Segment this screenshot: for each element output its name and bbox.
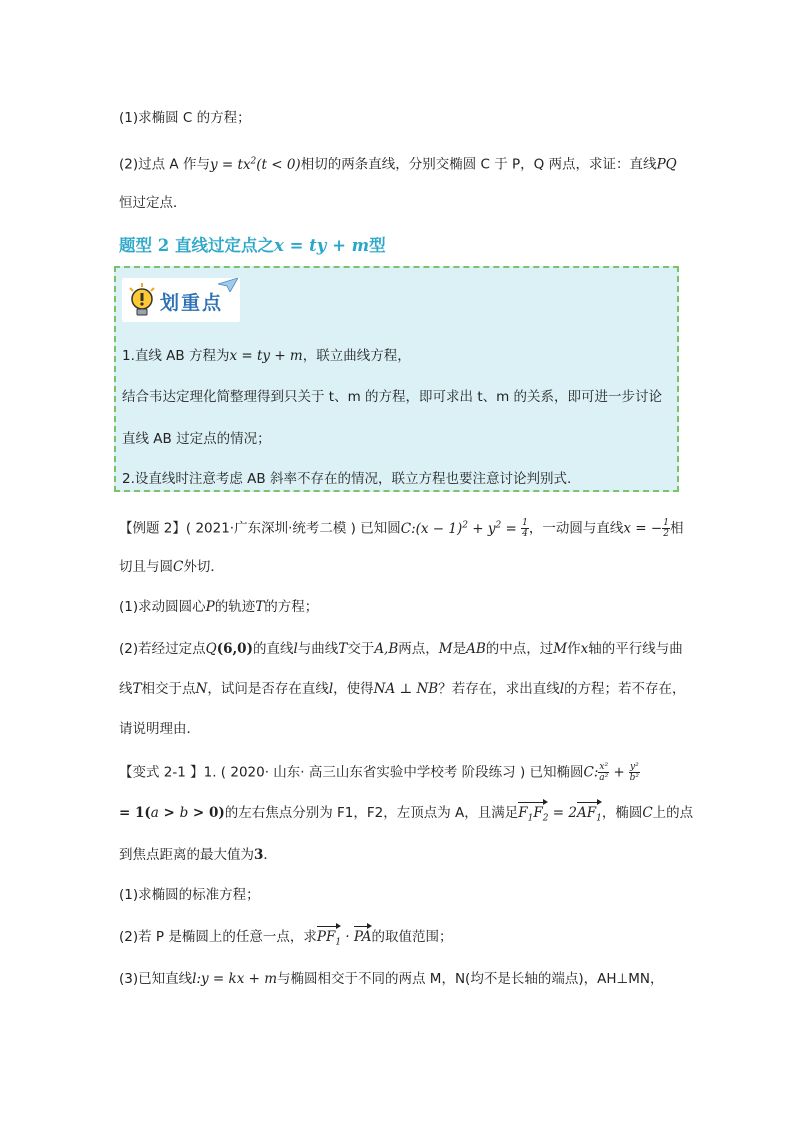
box-line-1: 1.直线 AB 方程为x = ty + m，联立曲线方程， [122,348,411,364]
badge-label: 划重点 [160,292,224,314]
example-2-line-1: 【例题 2】( 2021·广东深圳·统考二模 ) 已知圆C:(x − $1)^2 + y^2$ = $\frac{1}{4}$ ，一动圆与直线x = − $\frac{1}{2}$ 相 [119,518,684,539]
box-line-3: 直线 AB 过定点的情况； [122,431,271,447]
example-2-q2-end: 请说明理由． [119,721,200,737]
variant-2-1-q3: (3)已知直线l:y = kx + m与椭圆相交于不同的两点 M，N(均不是长轴的端点)，AH⊥MN， [119,971,664,987]
math-line-eq: x = ty + m [229,348,303,364]
variant-2-1-line-3: 到焦点距离的最大值为3． [119,847,277,863]
q2-line: (2)过点 A 作与$y = tx^2(t < 0)$相切的两条直线，分别交椭圆 C 于 P，Q 两点，求证：直线PQ [119,156,677,173]
math-line-kx: l:y = kx + m [192,971,278,987]
example-2-line-2: 切且与圆C外切． [119,559,224,575]
variant-2-1-line-2: = 1(a > b > 0)的左右焦点分别为 F1，F2，左顶点为 A，且满足$F_1F_2 = 2AF_1$，椭圆C上的点 [119,804,693,828]
example-2-q1: (1)求动圆圆心P的轨迹T的方程； [119,599,319,615]
box-line-4: 2.设直线时注意考虑 AB 斜率不存在的情况，联立方程也要注意讨论判别式. [122,471,572,487]
paper-plane-icon [218,278,238,292]
math-circle: C:(x − $1)^2 + y^2$ = [400,520,522,537]
math-line-x: x = − [623,520,663,537]
q1-text: (1)求椭圆 C 的方程； [119,110,251,126]
example-2-q2-cont: 线T相交于点N，试问是否存在直线l，使得NA ⊥ NB？若存在，求出直线l的方程；若不存在， [119,681,686,697]
math-frac-half: $\frac{1}{2}$ [663,518,669,539]
variant-2-1-q2: (2)若 P 是椭圆上的任意一点，求$PF_1$ · PA的取值范围； [119,928,453,952]
variant-2-1-line-1: 【变式 2-1 】1. ( 2020· 山东· 高三山东省实验中学校考 阶段练习 ) 已知椭圆C: $\frac{\text{x²}}{\text{a²}}$ + $\frac{\text{y²}}{\text{b²}}$ [119,762,640,783]
math-PQ: PQ [656,156,677,173]
math-frac-x2a2: $\frac{\text{x²}}{\text{a²}}$ [599,762,609,783]
math-frac-quarter: $\frac{1}{4}$ [522,518,528,539]
math-vector-AF1: $AF_1$ [577,804,602,828]
example-2-q2: (2)若经过定点Q(6,0)的直线l与曲线T交于A,B两点，M是AB的中点，过M作x轴的平行线与曲 [119,641,683,657]
lightbulb-icon [126,282,158,318]
math-vector-PF1: $PF_1$ [317,928,341,952]
key-points-badge [122,278,240,322]
section-heading: 题型 2 直线过定点之x = ty + m型 [119,236,386,255]
math-vector-F1F2: $F_1F_2$ [518,804,548,828]
box-line-2: 结合韦达定理化简整理得到只关于 t、m 的方程，即可求出 t、m 的关系，即可进一步讨论 [122,389,663,405]
key-points-box [114,266,679,492]
math-vector-PA: PA [353,929,372,945]
math-heading: x = ty + m [273,236,370,255]
variant-2-1-q1: (1)求椭圆的标准方程； [119,887,260,903]
math-frac-y2b2: $\frac{\text{y²}}{\text{b²}}$ [629,762,640,783]
q2-line-2: 恒过定点． [119,195,187,211]
math-parabola: $y = tx^2(t < 0)$ [209,156,301,173]
